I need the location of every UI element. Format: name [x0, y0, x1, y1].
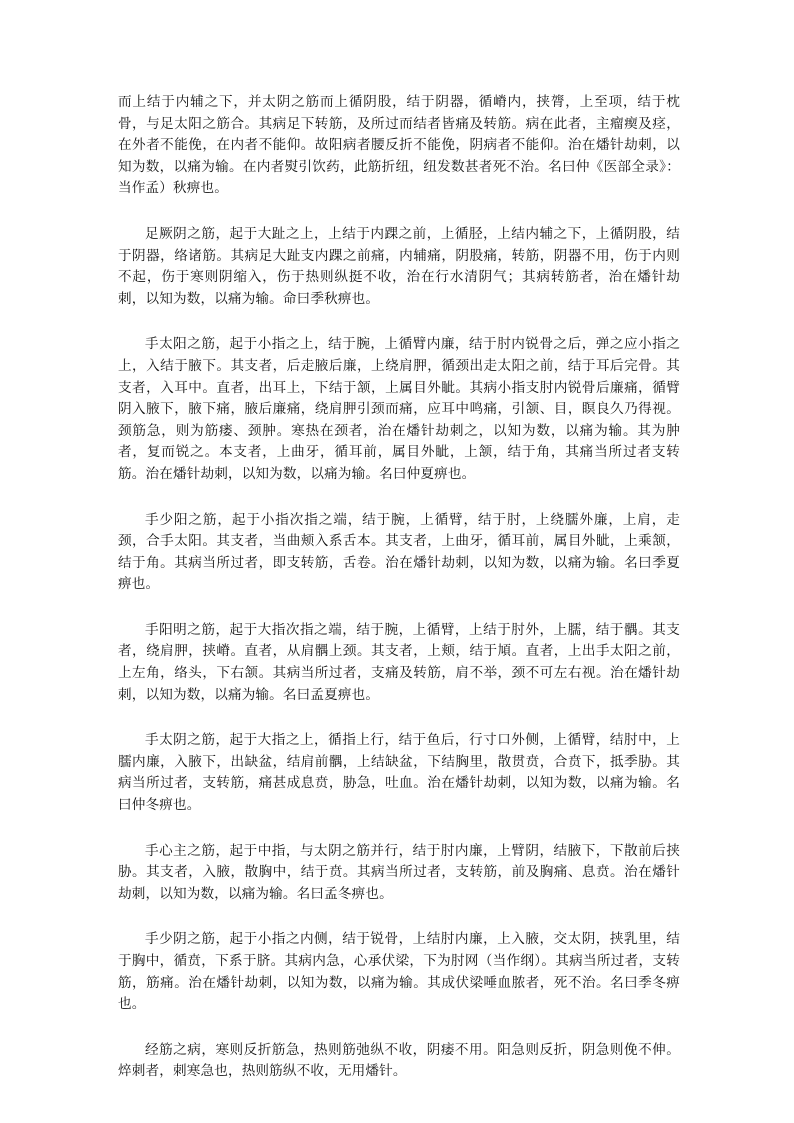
paragraph-hand-shaoyang-sinew: 手少阳之筋，起于小指次指之端，结于腕，上循臂，结于肘，上绕臑外廉，上肩，走颈，合手太阳。其支者，当曲颊入系舌本。其支者，上曲牙，循耳前，属目外眦，上乘颔，结于角。其病当所过者，即支转筋，舌卷。治在燔针劫刺，以知为数，以痛为输。名曰季夏痹也。	[118, 511, 680, 593]
paragraph-hand-yangming-sinew: 手阳明之筋，起于大指次指之端，结于腕，上循臂，上结于肘外，上臑，结于髃。其支者，绕肩胛，挟嵴。直者，从肩髃上颈。其支者，上颊，结于頄。直者，上出手太阳之前，上左角，络头，下右颔。其病当所过者，支痛及转筋，肩不举，颈不可左右视。治在燔针劫刺，以知为数，以痛为输。名曰孟夏痹也。	[118, 621, 680, 703]
document-page	[118, 92, 680, 1107]
paragraph-foot-taiyin-continuation: 而上结于内辅之下，并太阴之筋而上循阴股，结于阴器，循嵴内，挟膂，上至项，结于枕骨，与足太阳之筋合。其病足下转筋，及所过而结者皆痛及转筋。病在此者，主瘤瘈及痉，在外者不能俛，在内者不能仰。故阳病者腰反折不能俛，阴病者不能仰。治在燔针劫刺，以知为数，以痛为输。在内者熨引饮药，此筋折纽，纽发数甚者死不治。名曰仲《医部全录》：当作孟）秋痹也。	[118, 94, 680, 197]
paragraph-hand-taiyin-sinew: 手太阴之筋，起于大指之上，循指上行，结于鱼后，行寸口外侧，上循臂，结肘中，上臑内廉，入腋下，出缺盆，结肩前髃，上结缺盆，下结胸里，散贯贲，合贲下，抵季胁。其病当所过者，支转筋，痛甚成息贲，胁急，吐血。治在燔针劫刺，以知为数，以痛为输。名曰仲冬痹也。	[118, 732, 680, 814]
paragraph-hand-taiyang-sinew: 手太阳之筋，起于小指之上，结于腕，上循臂内廉，结于肘内锐骨之后，弹之应小指之上，入结于腋下。其支者，后走腋后廉，上绕肩胛，循颈出走太阳之前，结于耳后完骨。其支者，入耳中。直者，出耳上，下结于颔，上属目外眦。其病小指支肘内锐骨后廉痛，循臂阴入腋下，腋下痛，腋后廉痛，绕肩胛引颈而痛，应耳中鸣痛，引颔、目，瞑良久乃得视。颈筋急，则为筋瘘、颈肿。寒热在颈者，治在燔针劫刺之，以知为数，以痛为输。其为肿者，复而锐之。本支者，上曲牙，循耳前，属目外眦，上颔，结于角，其痛当所过者支转筋。治在燔针劫刺，以知为数，以痛为输。名曰仲夏痹也。	[118, 336, 680, 482]
paragraph-sinew-disease-summary: 经筋之病，寒则反折筋急，热则筋弛纵不收，阴痿不用。阳急则反折，阴急则俛不伸。焠刺者，刺寒急也，热则筋纵不收，无用燔针。	[118, 1041, 680, 1080]
paragraph-foot-jueyin-sinew: 足厥阴之筋，起于大趾之上，上结于内踝之前，上循胫，上结内辅之下，上循阴股，结于阴器，络诸筋。其病足大趾支内踝之前痛，内辅痛，阴股痛，转筋，阴器不用，伤于内则不起，伤于寒则阴缩入，伤于热则纵挺不收，治在行水清阴气；其病转筋者，治在燔针劫刺，以知为数，以痛为输。命曰季秋痹也。	[118, 225, 680, 307]
paragraph-hand-xinzhu-sinew: 手心主之筋，起于中指，与太阴之筋并行，结于肘内廉，上臂阴，结腋下，下散前后挟胁。其支者，入腋，散胸中，结于贲。其病当所过者，支转筋，前及胸痛、息贲。治在燔针劫刺，以知为数，以痛为输。名曰孟冬痹也。	[118, 842, 680, 902]
paragraph-hand-shaoyin-sinew: 手少阴之筋，起于小指之内侧，结于锐骨，上结肘内廉，上入腋，交太阴，挟乳里，结于胸中，循贲，下系于脐。其病内急，心承伏梁，下为肘网（当作纲）。其病当所过者，支转筋，筋痛。治在燔针劫刺，以知为数，以痛为输。其成伏梁唾血脓者，死不治。名曰季冬痹也。	[118, 931, 680, 1013]
